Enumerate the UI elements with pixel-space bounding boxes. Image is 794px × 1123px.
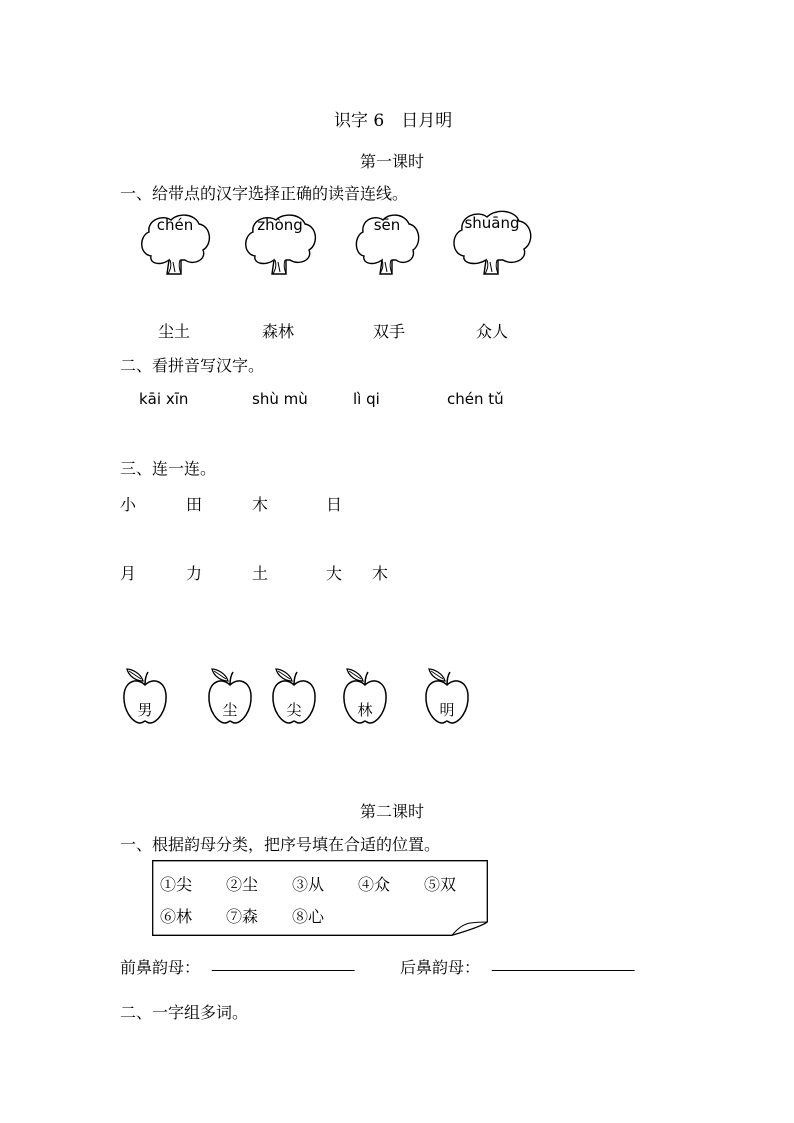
apple-5-char: 明: [439, 701, 455, 719]
option-1: ①尖: [160, 875, 193, 894]
l1-q2-prompt: 二、看拼音写汉字。: [120, 356, 265, 375]
l1-q3-prompt: 三、连一连。: [120, 459, 217, 478]
option-4: ④众: [358, 875, 391, 894]
apple-2-char: 尘: [222, 701, 238, 719]
tree-4: [449, 206, 535, 278]
row2-char-1: 月: [120, 564, 137, 583]
word-2: 森林: [262, 322, 295, 341]
row2-char-5: 木: [372, 564, 389, 583]
word-3: 双手: [373, 322, 406, 341]
pinyin-1: kāi xīn: [139, 390, 189, 408]
tree-3: [352, 210, 422, 278]
pinyin-4: chén tǔ: [447, 390, 504, 408]
pinyin-3: lì qi: [353, 390, 380, 408]
word-1: 尘土: [158, 322, 191, 341]
tree-3-pinyin: sēn: [373, 216, 401, 234]
lesson1-heading: 第一课时: [360, 152, 425, 171]
apple-3: [268, 667, 320, 729]
option-2: ②尘: [226, 875, 259, 894]
row2-char-2: 力: [186, 564, 203, 583]
option-8: ⑧心: [292, 907, 325, 926]
back-nasal-blank[interactable]: ________________: [492, 955, 635, 972]
row1-char-1: 小: [120, 495, 137, 514]
apple-1: [119, 667, 171, 729]
option-3: ③从: [292, 875, 325, 894]
options-box: [152, 860, 488, 936]
apple-4-char: 林: [357, 701, 373, 719]
lesson2-heading: 第二课时: [360, 802, 425, 821]
option-5: ⑤双: [424, 875, 457, 894]
apple-5: [421, 667, 473, 729]
l2-q2-prompt: 二、一字组多词。: [120, 1003, 249, 1022]
row1-char-2: 田: [186, 495, 203, 514]
apple-4: [339, 667, 391, 729]
row2-char-3: 土: [252, 564, 269, 583]
option-6: ⑥林: [160, 907, 193, 926]
apple-3-char: 尖: [286, 701, 302, 719]
apple-1-char: 男: [137, 701, 153, 719]
pinyin-2: shù mù: [252, 390, 308, 408]
row1-char-3: 木: [252, 495, 269, 514]
l2-q1-prompt: 一、根据韵母分类，把序号填在合适的位置。: [120, 835, 441, 854]
option-7: ⑦森: [226, 907, 259, 926]
row1-char-4: 日: [326, 495, 343, 514]
tree-1-pinyin: chén: [156, 216, 194, 234]
word-4: 众人: [476, 322, 509, 341]
back-nasal-label: 后鼻韵母：: [400, 958, 481, 977]
l1-q1-prompt: 一、给带点的汉字选择正确的读音连线。: [120, 184, 409, 203]
page-title: 识字 6 日月明: [334, 111, 453, 131]
tree-4-pinyin: shuāng: [464, 214, 520, 232]
front-nasal-label: 前鼻韵母：: [120, 958, 201, 977]
front-nasal-blank[interactable]: ________________: [212, 955, 355, 972]
tree-1: [137, 210, 213, 278]
tree-2: [241, 210, 319, 278]
apple-2: [204, 667, 256, 729]
row2-char-4: 大: [326, 564, 343, 583]
tree-2-pinyin: zhòng: [257, 216, 303, 234]
